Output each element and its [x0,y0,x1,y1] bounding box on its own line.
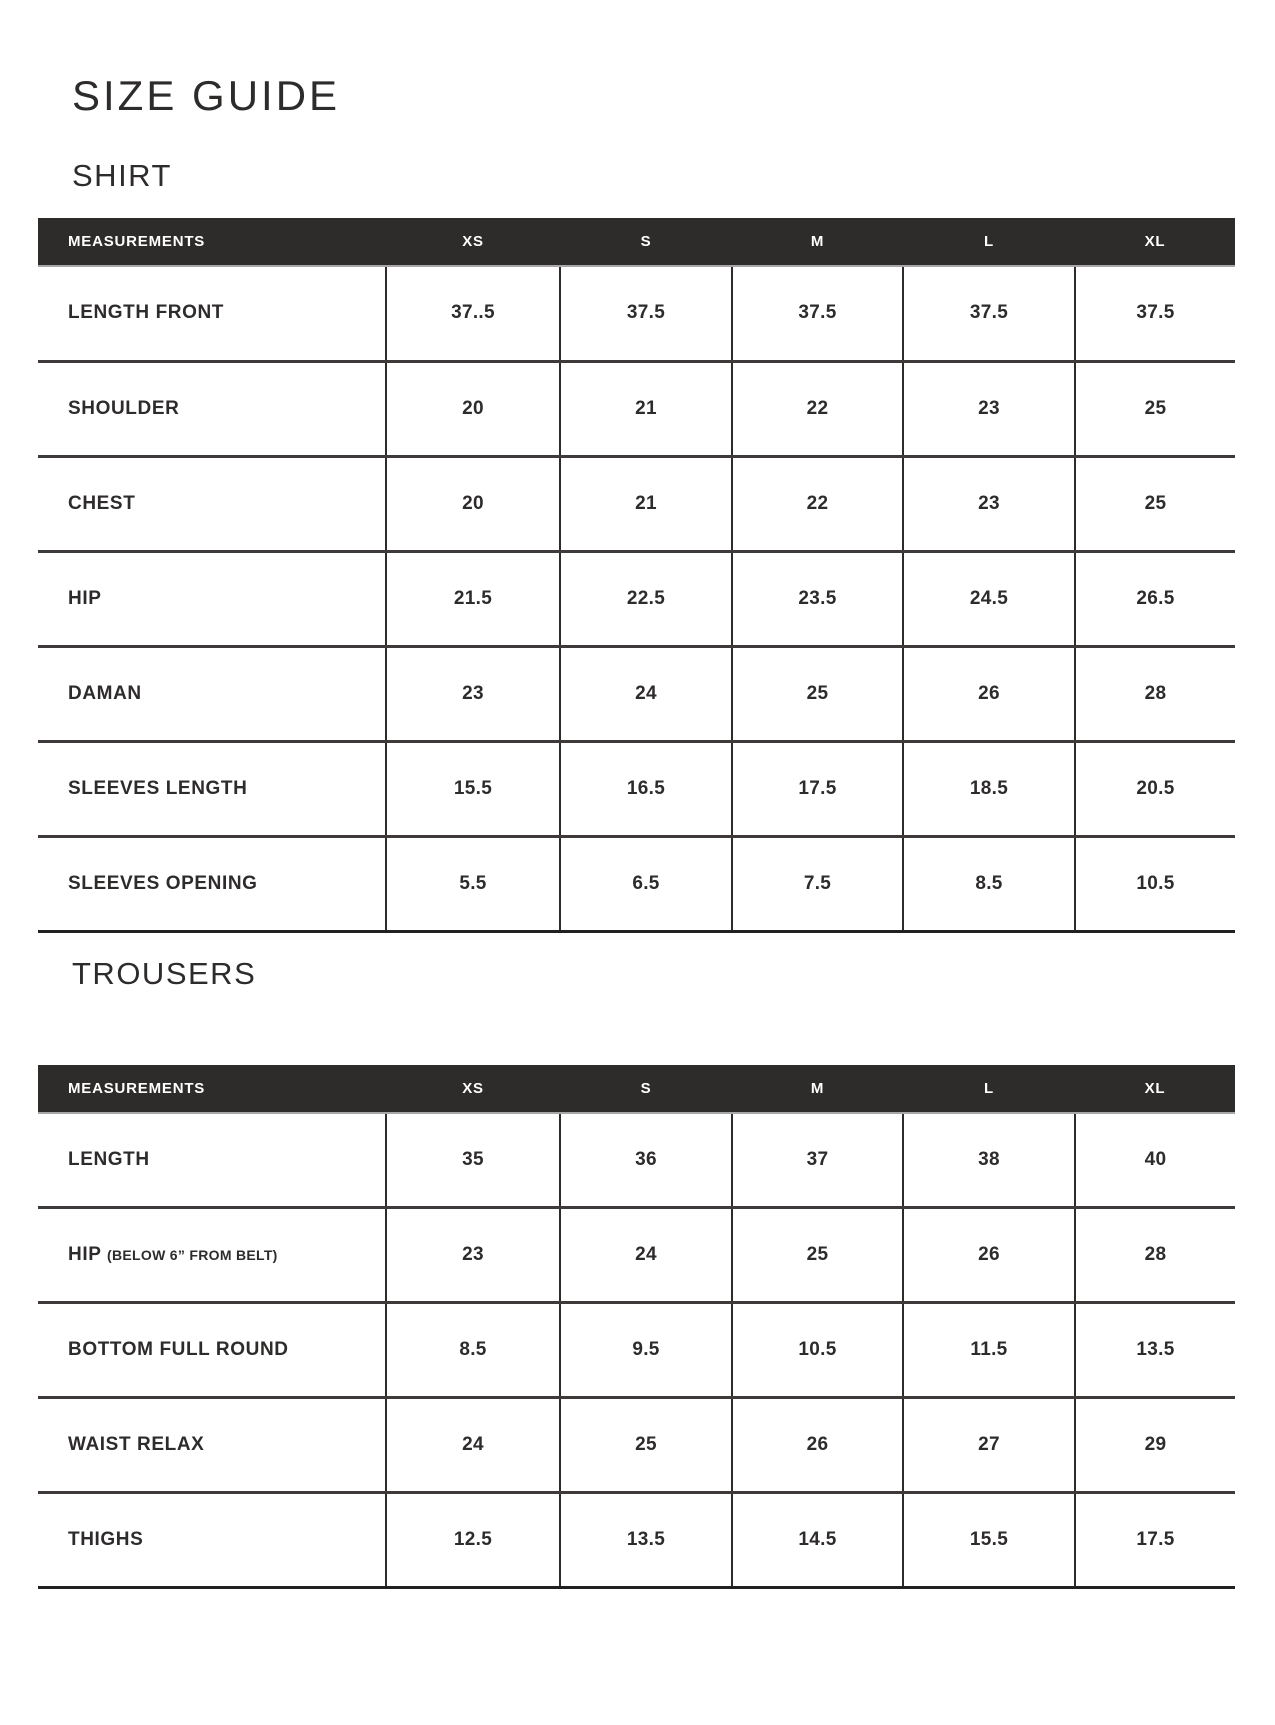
value-cell: 6.5 [560,836,732,931]
value-cell: 22.5 [560,551,732,646]
row-label-text: LENGTH FRONT [68,302,225,324]
value-cell: 10.5 [732,1303,903,1398]
column-header-l: L [903,218,1075,266]
value-cell: 16.5 [560,741,732,836]
value-cell: 21 [560,361,732,456]
value-cell: 26.5 [1075,551,1235,646]
table-row [38,741,1235,836]
table-row [38,836,1235,931]
row-label [38,361,386,456]
table-row [38,456,1235,551]
value-cell: 17.5 [1075,1493,1235,1588]
row-label-text: THIGHS [68,1529,144,1550]
row-label [38,741,386,836]
column-header-xl: XL [1075,1065,1235,1113]
row-label-note: (BELOW 6” FROM BELT) [107,1247,278,1263]
header-row [38,1065,1235,1113]
column-header-l: L [903,1065,1075,1113]
value-cell: 26 [732,1398,903,1493]
value-cell: 25 [732,1208,903,1303]
value-cell: 22 [732,456,903,551]
value-cell: 36 [560,1113,732,1208]
value-cell: 7.5 [732,836,903,931]
page-title: SIZE GUIDE [72,72,341,119]
value-cell: 17.5 [732,741,903,836]
row-label-text: HIP [68,1244,102,1265]
value-cell: 13.5 [1075,1303,1235,1398]
row-label [38,551,386,646]
value-cell: 25 [1075,456,1235,551]
value-cell: 27 [903,1398,1075,1493]
value-cell: 26 [903,1208,1075,1303]
value-cell: 12.5 [386,1493,560,1588]
shirt-size-table [38,218,1235,933]
column-header-s: S [560,1065,732,1113]
column-header-xs: XS [386,1065,560,1113]
table-row [38,361,1235,456]
measurements-header: MEASUREMENTS [38,218,386,266]
value-cell: 37 [732,1113,903,1208]
value-cell: 23 [386,1208,560,1303]
value-cell: 10.5 [1075,836,1235,931]
column-header-m: M [732,218,903,266]
tables-host [0,160,1275,1589]
value-cell: 24 [560,646,732,741]
value-cell: 37..5 [386,266,560,361]
value-cell: 25 [1075,361,1235,456]
trousers-size-table [38,1065,1235,1590]
header-row [38,218,1235,266]
column-header-s: S [560,218,732,266]
value-cell: 23 [386,646,560,741]
table-row [38,1208,1235,1303]
table-row [38,646,1235,741]
value-cell: 8.5 [386,1303,560,1398]
column-header-m: M [732,1065,903,1113]
value-cell: 11.5 [903,1303,1075,1398]
trousers-heading: TROUSERS [72,955,257,991]
value-cell: 21 [560,456,732,551]
value-cell: 28 [1075,1208,1235,1303]
trousers-section [0,955,1275,1590]
row-label-text: SLEEVES LENGTH [68,777,248,799]
value-cell: 37.5 [903,266,1075,361]
value-cell: 35 [386,1113,560,1208]
value-cell: 23.5 [732,551,903,646]
value-cell: 15.5 [386,741,560,836]
value-cell: 25 [560,1398,732,1493]
value-cell: 28 [1075,646,1235,741]
row-label [38,1208,386,1303]
value-cell: 24.5 [903,551,1075,646]
row-label-text: WAIST RELAX [68,1434,205,1455]
value-cell: 38 [903,1113,1075,1208]
value-cell: 14.5 [732,1493,903,1588]
value-cell: 20 [386,361,560,456]
measurements-header: MEASUREMENTS [38,1065,386,1113]
value-cell: 26 [903,646,1075,741]
row-label [38,456,386,551]
row-label-text: LENGTH [68,1148,150,1170]
value-cell: 23 [903,361,1075,456]
value-cell: 40 [1075,1113,1235,1208]
shirt-section [0,160,1275,933]
value-cell: 20 [386,456,560,551]
value-cell: 22 [732,361,903,456]
row-label-text: BOTTOM FULL ROUND [68,1339,289,1360]
row-label [38,646,386,741]
value-cell: 21.5 [386,551,560,646]
value-cell: 15.5 [903,1493,1075,1588]
value-cell: 24 [386,1398,560,1493]
row-label-text: SHOULDER [68,397,180,419]
row-label-text: SLEEVES OPENING [68,872,258,894]
table-row [38,1398,1235,1493]
value-cell: 8.5 [903,836,1075,931]
value-cell: 37.5 [560,266,732,361]
value-cell: 20.5 [1075,741,1235,836]
row-label-text: CHEST [68,492,136,514]
column-header-xs: XS [386,218,560,266]
row-label-text: HIP [68,587,102,609]
row-label [38,836,386,931]
table-row [38,1303,1235,1398]
size-guide-page [0,72,1275,1589]
value-cell: 37.5 [732,266,903,361]
value-cell: 23 [903,456,1075,551]
table-row [38,1113,1235,1208]
row-label [38,1113,386,1208]
value-cell: 25 [732,646,903,741]
row-label [38,1398,386,1493]
value-cell: 9.5 [560,1303,732,1398]
table-row [38,551,1235,646]
shirt-heading: SHIRT [72,158,172,193]
value-cell: 29 [1075,1398,1235,1493]
row-label [38,1303,386,1398]
row-label [38,266,386,361]
table-row [38,266,1235,361]
row-label [38,1493,386,1588]
value-cell: 5.5 [386,836,560,931]
value-cell: 24 [560,1208,732,1303]
column-header-xl: XL [1075,218,1235,266]
table-row [38,1493,1235,1588]
row-label-text: DAMAN [68,682,142,704]
value-cell: 37.5 [1075,266,1235,361]
value-cell: 18.5 [903,741,1075,836]
value-cell: 13.5 [560,1493,732,1588]
